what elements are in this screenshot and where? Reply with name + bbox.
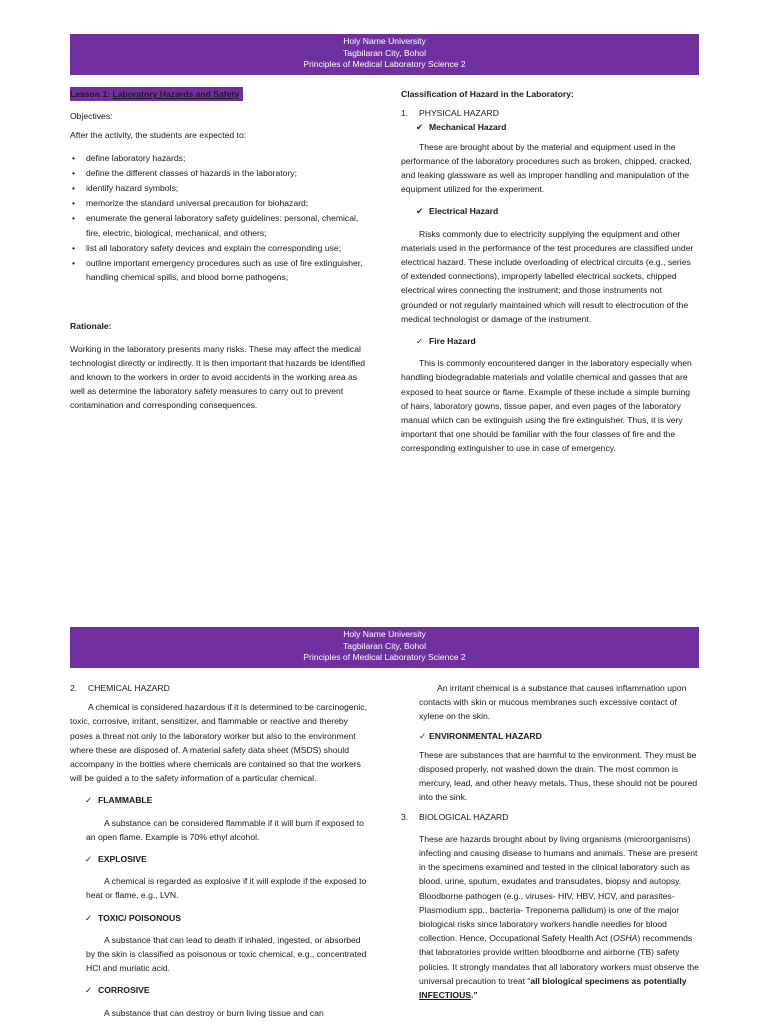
section-number: 1. [401,108,409,119]
checkmark-icon: ✓ [85,795,93,806]
objectives-intro: After the activity, the students are expected to: [70,130,247,141]
list-item: • list all laboratory safety devices and explain the corresponding use; [70,241,370,255]
page-2 [0,610,768,1024]
page-1-right-column [401,87,699,456]
checkmark-icon: ✓ [416,336,424,347]
university-name: Holy Name University [343,629,426,639]
subsection-label: Fire Hazard [429,336,476,347]
flammable-heading [70,793,370,807]
list-item: • define the different classes of hazards in the laboratory; [70,166,370,180]
corrosive-text: A substance that can destroy or burn living tissue and can [104,1007,324,1018]
chemical-hazard-heading [70,681,370,695]
subsection-label: CORROSIVE [98,985,150,996]
checkmark-icon: ✓ [85,912,93,923]
list-item: • memorize the standard universal precaution for biohazard; [70,196,370,210]
checkmark-icon: ✓ [85,985,93,996]
explosive-heading [70,852,370,866]
subsection-label: ENVIRONMENTAL HAZARD [429,730,542,741]
page-2-right-column [401,681,699,1002]
checkmark-icon: ✔ [416,122,424,133]
list-item: • outline important emergency procedures such as use of fire extinguisher, handling chemical spills, and blood borne pathogens; [70,256,370,284]
page-1-header-banner [70,34,699,75]
checkmark-icon: ✔ [416,206,424,217]
osha-abbrev: OSHA [612,933,638,944]
mechanical-hazard-heading [401,120,699,134]
explosive-text: A chemical is regarded as explosive if it will explode if the exposed to heat or flame, e.g., LVN. [86,876,367,901]
section-number: 2. [70,683,78,693]
fire-hazard-text: This is commonly encountered danger in the laboratory especially when handling biodegradable materials and volatile chemical and gasses that are exposed to heat source or flame. Example of these include a simple burning of hairs, laboratory gowns, tissue paper, and even pages of the laboratory manual which can be extinguish using the fire extinguisher. Thus, it is very important that one should be familiar with the four classes of fire and the corresponding extinguisher to use in case of emergency. [401,358,692,454]
biological-text-part-1: These are hazards brought about by living organisms (microorganisms) infecting and causing disease to humans and animals. These are present in the specimens examined and tested in the clinical laboratory such as blood, urine, sputum, exudates and transudates, biopsy and autopsy. Bloodborne pathogen (e.g., viruses- HIV, HBV, HCV, and parasites- Plasmodium spp., bacteria- Treponema pallidum) is one of the major biological risks since laboratory workers handle needles for blood collection. Hence, Occupational Safety Health Act ( [419,833,698,944]
subsection-label: Mechanical Hazard [429,122,507,133]
electrical-hazard-heading [401,204,699,218]
closing-quote: .” [471,990,478,1001]
section-label: CHEMICAL HAZARD [88,683,170,693]
irritant-text: An irritant chemical is a substance that causes inflammation upon contacts with skin or mucous membranes such excessive contact of xylene on the skin. [419,683,687,722]
page-2-header-banner [70,627,699,668]
rationale-text: Working in the laboratory presents many risks. These may affect the medical technologist directly or indirectly. It is then important that hazards be identified and known to the workers in order to avoid accidents in the working area as well as determine the laboratory safety measures to carry out to prevent contamination and corresponding consequences. [70,343,366,411]
toxic-text: A substance that can lead to death if inhaled, ingested, or absorbed by the skin is classified as poisonous or toxic chemical, e.g., concentrated HCl and muriatic acid. [86,934,367,974]
environmental-hazard-text: These are substances that are harmful to the environment. They must be disposed properly, not washed down the drain. The most common is mercury, lead, and other heavy metals. Thus, these should not be poured into the sink. [419,749,698,803]
fire-hazard-heading [401,334,699,348]
checkmark-icon: ✓ [85,854,93,865]
checkmark-icon: ✓ [419,730,427,741]
infectious-word: INFECTIOUS [419,990,472,1001]
environmental-hazard-heading [419,729,699,743]
corrosive-heading [70,983,370,997]
objectives-list [70,151,370,285]
subsection-label: TOXIC/ POISONOUS [98,912,181,923]
rationale-label: Rationale: [70,321,112,332]
university-city: Tagbilaran City, Bohol [343,640,426,651]
flammable-text: A substance can be considered flammable if it will burn if exposed to an open flame. Example is 70% ethyl alcohol. [86,817,364,842]
lesson-title: Laboratory Hazards and Safety [112,89,240,99]
page-2-left-column [70,681,370,1020]
classification-title: Classification of Hazard in the Laboratory: [401,89,574,99]
list-item: • define laboratory hazards; [70,151,370,165]
objectives-label: Objectives: [70,111,113,122]
biological-text-part-2: ) recommends that laboratories provide written bloodborne and airborne (TB) safety policies. It strongly mandates that all laboratory workers must observe the universal precaution to treat “ [419,933,699,986]
subsection-label: Electrical Hazard [429,206,499,217]
biological-hazard-heading [401,810,699,824]
list-item: • enumerate the general laboratory safety guidelines: personal, chemical, fire, electric, biological, mechanical, and others; [70,211,370,239]
lesson-highlight [70,87,243,101]
course-title: Principles of Medical Laboratory Science 2 [303,59,466,70]
page-1-left-column [70,87,370,413]
subsection-label: FLAMMABLE [98,795,153,806]
university-city: Tagbilaran City, Bohol [343,47,426,58]
university-name: Holy Name University [343,36,426,46]
section-label: PHYSICAL HAZARD [419,108,499,119]
physical-hazard-heading [401,106,699,120]
lesson-number: Lesson 1: [70,89,113,99]
chemical-hazard-text: A chemical is considered hazardous if it is determined to be carcinogenic, toxic, corrosive, irritant, sensitizer, and flammable or reactive and thereby poses a threat not only to the laboratory worker but also to the environment where these are disposed of. A material safety data sheet (MSDS) should accompany in the bottles where chemicals are contained so that the workers will be guided a to the safety information of a particular chemical. [70,702,367,784]
course-title: Principles of Medical Laboratory Science 2 [303,652,466,663]
subsection-label: EXPLOSIVE [98,854,147,865]
section-label: BIOLOGICAL HAZARD [419,811,509,822]
universal-precaution-phrase: all biological specimens as potentially [530,975,687,986]
electrical-hazard-text: Risks commonly due to electricity supplying the equipment and other materials used in the performance of the test procedures are classified under electrical hazard. These include overloading of electrical circuits (e.g., series of extended connections), improperly labelled electrical sockets, chipped electrical wires connecting the instrument; and those instruments not grounded or not regularly maintained which will result to electrocution of the medical technologist or damage of the instrument. [401,228,694,324]
biological-hazard-text [419,832,699,1002]
list-item: • identify hazard symbols; [70,181,370,195]
mechanical-hazard-text: These are brought about by the material and equipment used in the performance of the laboratory procedures such as broken, chipped, cracked, and leaking glassware as well as improper handling and manipulation of the equipment utilized for the experiment. [401,141,692,195]
toxic-heading [70,911,370,925]
section-number: 3. [401,811,409,822]
lesson-heading [70,87,370,101]
